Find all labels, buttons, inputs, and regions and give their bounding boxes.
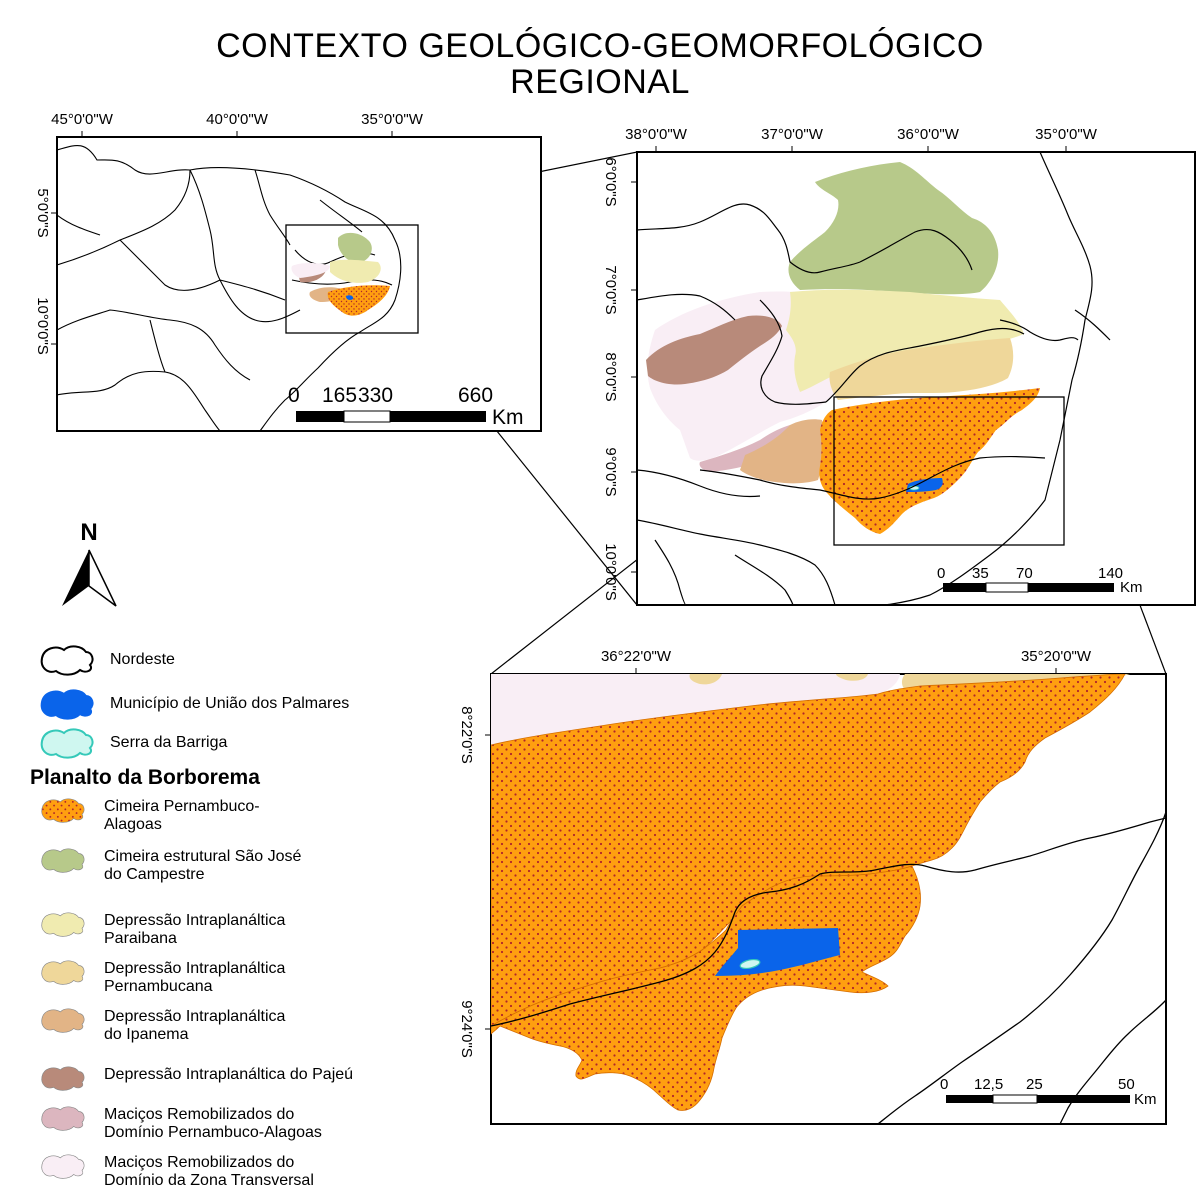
legend-group-title: Planalto da Borborema [30,766,260,789]
macicos-zt-swatch-icon [34,1152,90,1182]
detail-lat-label: 9°24'0"S [458,1000,475,1058]
regional-lon-label: 37°0'0"W [761,126,823,143]
legend-item [34,958,285,996]
legend-item [34,846,301,884]
legend-item [34,1064,353,1094]
north-arrow-left-half [62,550,89,606]
overview-lat-label: 10°0'0"S [34,297,51,355]
north-label: N [80,519,98,546]
regional-lat-label: 8°0'0"S [602,352,619,402]
overview-lon-label: 40°0'0"W [206,111,268,128]
detail-scale-label: 12,5 [974,1076,1004,1093]
cimeira-sj-swatch-icon [34,846,90,876]
municipio-swatch-icon [42,690,93,718]
dep-pernambucana-swatch-icon [34,958,90,988]
title-line-2: REGIONAL [510,63,690,101]
legend-item [34,910,285,948]
regional-lat-label: 7°0'0"S [602,265,619,315]
legend-item [34,796,260,834]
dep-paraibana-swatch-icon [34,910,90,940]
overview-map [34,111,541,431]
legend-item [34,1104,322,1142]
legend-item-label: Maciços Remobilizados do Domínio Pernambuco-Alagoas [104,1106,322,1141]
detail-lon-label: 35°20'0"W [1020,648,1092,665]
legend-municipio-label: Município de União dos Palmares [110,695,350,712]
legend-item-label: Depressão Intraplanáltica do Ipanema [104,1008,286,1043]
overview-lon-label: 35°0'0"W [361,111,423,128]
dep-pajeu-swatch-icon [34,1064,90,1094]
detail-scale-label: 50 [1118,1076,1135,1093]
regional-scale-unit: Km [1120,579,1143,596]
overview-scale-label: 660 [458,384,494,407]
regional-scale-label: 140 [1098,565,1124,582]
legend-item-label: Cimeira estrutural São José do Campestre [104,848,302,883]
serra-swatch-icon [42,729,93,757]
regional-map [602,126,1195,605]
overview-lat-label: 5°0'0"S [34,188,51,238]
overview-scale-label: 165 [322,384,358,407]
regional-lat-label: 10°0'0"S [602,543,619,601]
detail-scale-label: 0 [940,1076,949,1093]
nordeste-swatch-icon [42,646,93,674]
legend-item-label: Depressão Intraplanáltica Paraibana [104,912,286,947]
macicos-pe-al-swatch-icon [34,1104,90,1134]
legend-top-swatches [42,646,93,757]
overview-scale-label: 330 [358,384,394,407]
legend-serra-label: Serra da Barriga [110,734,228,751]
legend-nordeste-label: Nordeste [110,651,175,668]
legend-item-label: Depressão Intraplanáltica do Pajeú [104,1066,354,1083]
regional-lat-label: 6°0'0"S [602,157,619,207]
overview-scale-label: 0 [288,384,300,407]
detail-scale-label: 25 [1026,1076,1043,1093]
detail-lon-label: 36°22'0"W [600,648,672,665]
detail-map [458,648,1166,1124]
north-arrow-right-half [89,550,116,606]
overview-lon-label: 45°0'0"W [51,111,113,128]
legend-item-label: Depressão Intraplanáltica Pernambucana [104,960,286,995]
legend-item-label: Cimeira Pernambuco- Alagoas [104,798,260,833]
regional-lon-label: 36°0'0"W [897,126,959,143]
dep-ipanema-swatch-icon [34,1006,90,1036]
legend-item [34,1152,314,1190]
regional-lat-label: 9°0'0"S [602,447,619,497]
overview-scale-unit: Km [492,406,524,429]
detail-lat-label: 8°22'0"S [458,706,475,764]
regional-lon-label: 38°0'0"W [625,126,687,143]
regional-scale-label: 0 [937,565,946,582]
detail-scale-unit: Km [1134,1091,1157,1108]
cimeira-pe-al-swatch-icon [34,796,90,826]
regional-lon-label: 35°0'0"W [1035,126,1097,143]
regional-scale-label: 70 [1016,565,1033,582]
title-line-1: CONTEXTO GEOLÓGICO-GEOMORFOLÓGICO [216,27,984,65]
north-arrow [62,519,116,606]
regional-scale-label: 35 [972,565,989,582]
legend-item-label: Maciços Remobilizados do Domínio da Zona Transversal [104,1154,314,1189]
legend-item [34,1006,285,1044]
